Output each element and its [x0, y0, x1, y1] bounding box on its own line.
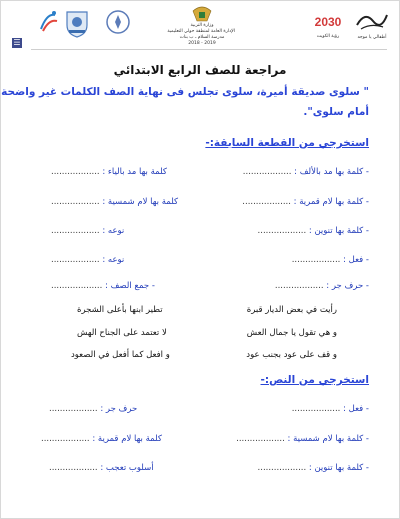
- q-label: - فعل :: [343, 404, 369, 414]
- q-label: حرف جر :: [100, 404, 138, 414]
- answer-blank[interactable]: ..................: [49, 463, 98, 473]
- q-tanween-type: [51, 226, 124, 236]
- passage-line-2: أمام سلوى".: [303, 106, 369, 118]
- vision-2030-logo-icon: [305, 11, 351, 33]
- q-lam-qamariya: [242, 197, 369, 207]
- letterhead: [1, 1, 400, 57]
- answer-blank[interactable]: ..................: [257, 463, 307, 473]
- q-preposition: [275, 281, 369, 291]
- q-plural-class: [51, 281, 155, 291]
- poem-verse-2-right: و هي تقول يا جمال العش: [246, 328, 337, 338]
- passage-line-1: " سلوى صديقة أميرة، سلوى تجلس فى نهاية الصف الكلمات غير واضحة: [1, 86, 369, 98]
- q-label: كلمة بها مد بالياء :: [102, 167, 167, 177]
- q-label: نوعه :: [102, 255, 125, 265]
- answer-blank[interactable]: ...................: [51, 281, 103, 291]
- q-label: - كلمة بها لام قمرية :: [293, 197, 369, 207]
- q-label: - حرف جر :: [326, 281, 369, 291]
- answer-blank[interactable]: ..................: [51, 197, 100, 207]
- poem-verse-3-left: و افعل كما أفعل في الصعود: [71, 350, 170, 360]
- q-verb-type: [51, 255, 124, 265]
- q-madd-alif: [243, 167, 369, 177]
- q-label: - كلمة بها مد بالألف :: [294, 167, 369, 177]
- q-label: نوعه :: [102, 226, 125, 236]
- q-label: أسلوب تعجب :: [100, 463, 154, 473]
- ministry-line-4: 2019 - 2018: [188, 41, 216, 46]
- answer-blank[interactable]: ..................: [242, 167, 292, 177]
- section1-heading: استخرجي من القطعة السابقة:-: [205, 137, 369, 149]
- answer-blank[interactable]: ..................: [51, 255, 100, 265]
- answer-blank[interactable]: ..................: [242, 197, 291, 207]
- q-madd-ya: [51, 167, 167, 177]
- q-label: - فعل :: [343, 255, 369, 265]
- q2-preposition: [49, 404, 137, 414]
- menu-icon[interactable]: ☰: [13, 38, 21, 47]
- q2-verb: [292, 404, 369, 414]
- answer-blank[interactable]: ..................: [41, 434, 90, 444]
- ministry-line-2: الإدارة العامة لمنطقة حولي التعليمية: [167, 29, 235, 34]
- answer-blank[interactable]: ..................: [291, 404, 341, 414]
- q-verb: [292, 255, 369, 265]
- answer-blank[interactable]: ..................: [291, 255, 341, 265]
- page-title: مراجعة للصف الرابع الابتدائي: [113, 63, 287, 77]
- q-label: كلمة بها لام شمسية :: [102, 197, 179, 207]
- answer-blank[interactable]: ..................: [51, 167, 100, 177]
- poem-verse-1-left: تطير ابنها بأعلى الشجرة: [77, 305, 163, 315]
- q-label: - كلمة بها لام شمسية :: [287, 434, 369, 444]
- calligraphy-logo-caption: أطفالي يا موجه: [357, 35, 387, 40]
- school-shield-logo-icon: [63, 9, 91, 39]
- header-divider: [31, 49, 387, 50]
- runner-logo-icon: [35, 9, 61, 35]
- q2-lam-shamsiya: [236, 434, 369, 444]
- q-label: - كلمة بها تنوين :: [308, 463, 369, 473]
- ministry-line-1: وزارة التربية: [190, 23, 214, 28]
- q-lam-shamsiya: [51, 197, 178, 207]
- poem-verse-1-right: رأيت في بعض الديار قبرة: [246, 305, 337, 315]
- state-emblem-icon: [191, 3, 213, 23]
- calligraphy-logo-icon: [353, 7, 391, 35]
- poem-verse-3-right: و قف على عود بجنب عود: [246, 350, 337, 360]
- q2-exclamation: [49, 463, 154, 473]
- q-label: - كلمة بها تنوين :: [308, 226, 369, 236]
- answer-blank[interactable]: ..................: [257, 226, 307, 236]
- q2-tanween: [258, 463, 369, 473]
- poem-verse-2-left: لا تعتمد على الجناح الهش: [77, 328, 167, 338]
- answer-blank[interactable]: ..................: [236, 434, 285, 444]
- q-label: كلمة بها لام قمرية :: [92, 434, 162, 444]
- answer-blank[interactable]: ..................: [51, 226, 100, 236]
- vision-2030-text: 2030: [314, 15, 342, 29]
- vision-2030-caption: رؤية الكويت: [316, 34, 340, 39]
- q2-lam-qamariya: [41, 434, 162, 444]
- q-tanween: [258, 226, 369, 236]
- answer-blank[interactable]: ..................: [49, 404, 98, 414]
- circle-seal-logo-icon: [105, 9, 131, 35]
- ministry-line-3: مدرسة السلام ـ ب بنات: [179, 35, 225, 40]
- answer-blank[interactable]: ..................: [274, 281, 324, 291]
- q-label: - جمع الصف :: [105, 281, 155, 291]
- section2-heading: استخرجي من النص:-: [260, 374, 369, 386]
